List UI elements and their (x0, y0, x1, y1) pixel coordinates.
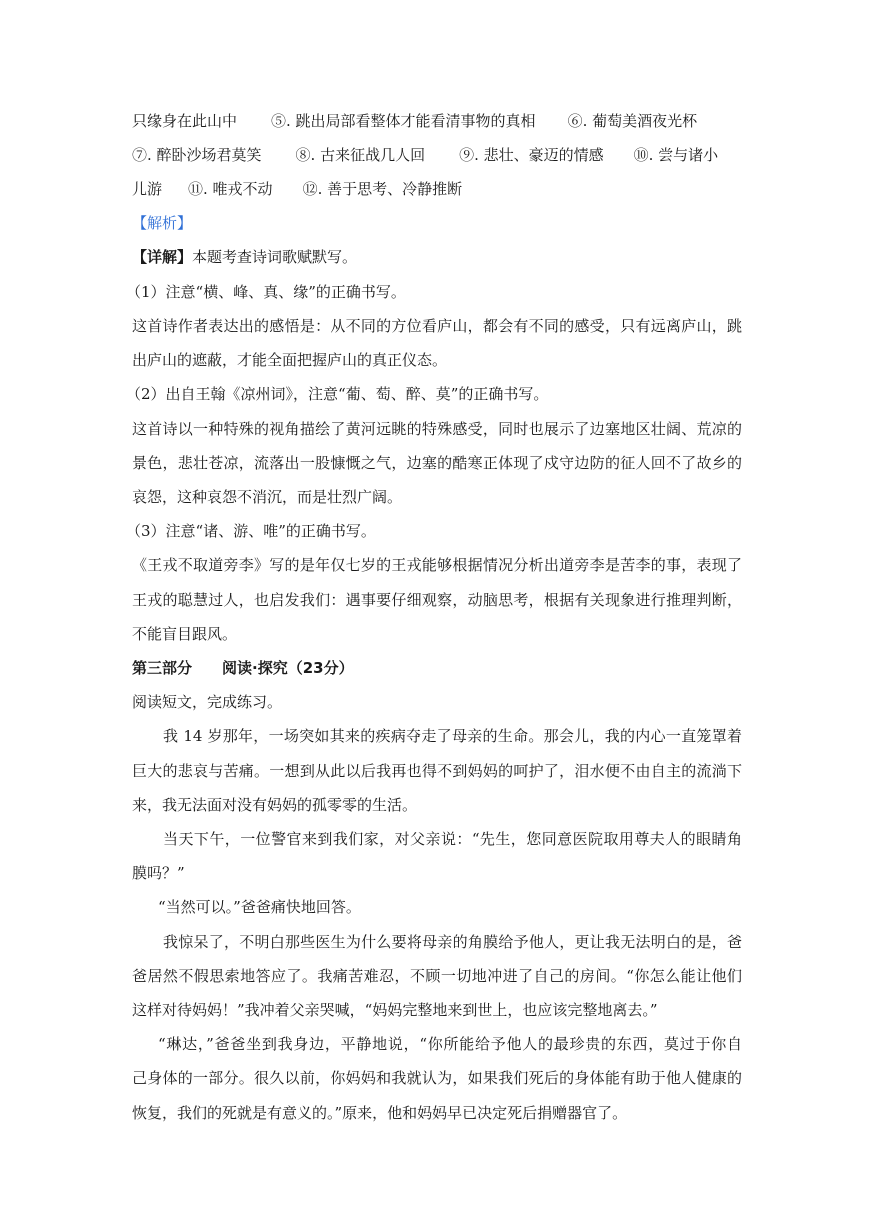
analysis-p2a: 这首诗作者表达出的感悟是：从不同的方位看庐山，都会有不同的感受，只有远离庐山，跳 (132, 317, 742, 335)
passage-line-12: 恢复，我们的死就是有意义的。”原来，他和妈妈早已决定死后捐赠器官了。 (132, 1104, 628, 1122)
passage-line-9: 这样对待妈妈！”我冲着父亲哭喊，“妈妈完整地来到世上，也应该完整地离去。” (132, 1001, 658, 1019)
detail-tag: 【详解】 (132, 248, 193, 266)
answer-line-2 (132, 144, 742, 166)
answer-11: ⑪. 唯戎不动 (188, 180, 273, 198)
analysis-p5: （3）注意“诸、游、唯”的正确书写。 (126, 522, 376, 540)
answer-10-cont: 儿游 (132, 180, 163, 198)
answer-line-3 (132, 178, 742, 200)
section-instruction: 阅读短文，完成练习。 (132, 693, 283, 711)
analysis-p6c: 不能盲目跟风。 (132, 625, 238, 643)
answer-5: ⑤. 跳出局部看整体才能看清事物的真相 (271, 112, 536, 130)
passage-line-11: 己身体的一部分。很久以前，你妈妈和我就认为，如果我们死后的身体能有助于他人健康的 (132, 1069, 742, 1087)
detail-text: 本题考查诗词歌赋默写。 (192, 248, 358, 266)
analysis-p6a: 《王戎不取道旁李》写的是年仅七岁的王戎能够根据情况分析出道旁李是苦李的事，表现了 (132, 556, 742, 574)
answer-6: ⑥. 葡萄美酒夜光杯 (567, 112, 698, 130)
passage-line-10: “琳达，”爸爸坐到我身边，平静地说，“你所能给予他人的最珍贵的东西，莫过于你自 (158, 1035, 742, 1053)
passage-line-1: 我 14 岁那年，一场突如其来的疾病夺走了母亲的生命。那会儿，我的内心一直笼罩着 (163, 727, 742, 745)
analysis-p4a: 这首诗以一种特殊的视角描绘了黄河远眺的特殊感受，同时也展示了边塞地区壮阔、荒凉的 (132, 420, 742, 438)
passage-line-7: 我惊呆了，不明白那些医生为什么要将母亲的角膜给予他人，更让我无法明白的是，爸 (163, 933, 742, 951)
passage-line-5: 膜吗？” (132, 864, 185, 882)
section-title: 第三部分 阅读·探究（23分） (132, 659, 354, 677)
analysis-p3: （2）出自王翰《凉州词》，注意“葡、萄、醉、莫”的正确书写。 (126, 385, 549, 403)
answer-7: ⑦. 醉卧沙场君莫笑 (132, 146, 262, 164)
answer-10: ⑩. 尝与诸小 (633, 146, 719, 164)
passage-line-3: 来，我无法面对没有妈妈的孤零零的生活。 (132, 796, 418, 814)
analysis-p4c: 哀怨，这种哀怨不消沉，而是壮烈广阔。 (132, 488, 403, 506)
analysis-p4b: 景色，悲壮苍凉，流落出一股慷慨之气，边塞的酷寒正体现了戍守边防的征人回不了故乡的 (132, 454, 742, 472)
analysis-p2b: 出庐山的遮蔽，才能全面把握庐山的真正仪态。 (132, 351, 448, 369)
answer-8: ⑧. 古来征战几人回 (295, 146, 426, 164)
passage-line-2: 巨大的悲哀与苦痛。一想到从此以后我再也得不到妈妈的呵护了，泪水便不由自主的流淌下 (132, 762, 742, 780)
answer-9: ⑨. 悲壮、豪迈的情感 (459, 146, 604, 164)
answer-line-1 (132, 110, 742, 132)
passage-line-6: “当然可以。”爸爸痛快地回答。 (158, 898, 361, 916)
detail-line (132, 246, 742, 268)
analysis-p1: （1）注意“横、峰、真、缘”的正确书写。 (126, 283, 406, 301)
analysis-tag: 【解析】 (132, 214, 193, 232)
answer-12: ⑫. 善于思考、冷静推断 (302, 180, 463, 198)
passage-line-8: 爸居然不假思索地答应了。我痛苦难忍，不顾一切地冲进了自己的房间。“你怎么能让他们 (132, 967, 742, 985)
answer-4: 只缘身在此山中 (132, 112, 238, 130)
analysis-p6b: 王戎的聪慧过人，也启发我们：遇事要仔细观察，动脑思考，根据有关现象进行推理判断， (132, 591, 742, 609)
passage-line-4: 当天下午，一位警官来到我们家，对父亲说：“先生，您同意医院取用尊夫人的眼睛角 (163, 830, 742, 848)
